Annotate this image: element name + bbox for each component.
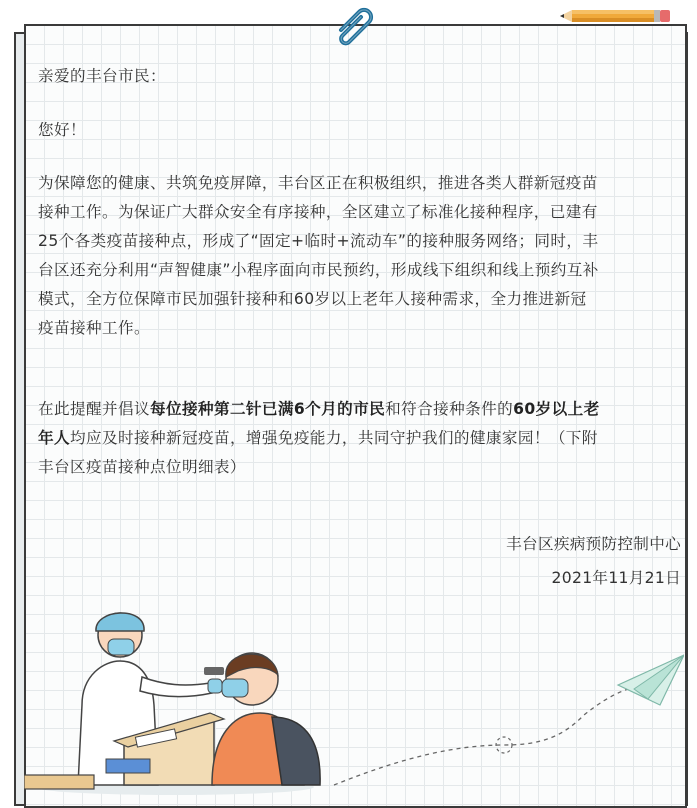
text-run: 均应及时接种新冠疫苗，增强免疫能力，共同守护我们的健康家园！（下附 [70,429,598,447]
vaccination-illustration [24,595,684,795]
text-line: 疫苗接种工作。 [38,319,150,337]
text-line: 接种工作。为保证广大群众安全有序接种，全区建立了标准化接种程序，已建有 [38,203,598,221]
text-line: 为保障您的健康、共筑免疫屏障，丰台区正在积极组织，推进各类人群新冠疫苗 [38,174,598,192]
greeting: 亲爱的丰台市民： [38,67,166,85]
text-line: 丰台区疫苗接种点位明细表） [38,458,246,476]
pencil-icon [560,6,672,26]
signature: 丰台区疾病预防控制中心 [506,535,681,553]
paragraph-intro [38,169,674,343]
bold-run: 60岁以上老 [513,400,600,418]
text-line [38,395,674,424]
bold-run: 每位接种第二针已满6个月的市民 [149,400,386,418]
bold-run: 年人 [38,429,70,447]
text-line: 台区还充分利用“声智健康”小程序面向市民预约，形成线下组织和线上预约互补 [38,261,599,279]
text-line [38,424,674,453]
text-run: 在此提醒并倡议 [38,400,150,418]
date: 2021年11月21日 [551,569,681,587]
text-run: 和符合接种条件的 [385,400,514,418]
text-line: 25个各类疫苗接种点，形成了“固定+临时+流动车”的接种服务网络；同时，丰 [38,232,599,250]
paper-plane-icon [618,655,684,705]
paper-clip-icon [331,0,379,48]
text-line: 模式，全方位保障市民加强针接种和60岁以上老年人接种需求，全力推进新冠 [38,290,587,308]
hello-line: 您好！ [38,121,86,139]
paragraph-appeal [38,395,674,482]
